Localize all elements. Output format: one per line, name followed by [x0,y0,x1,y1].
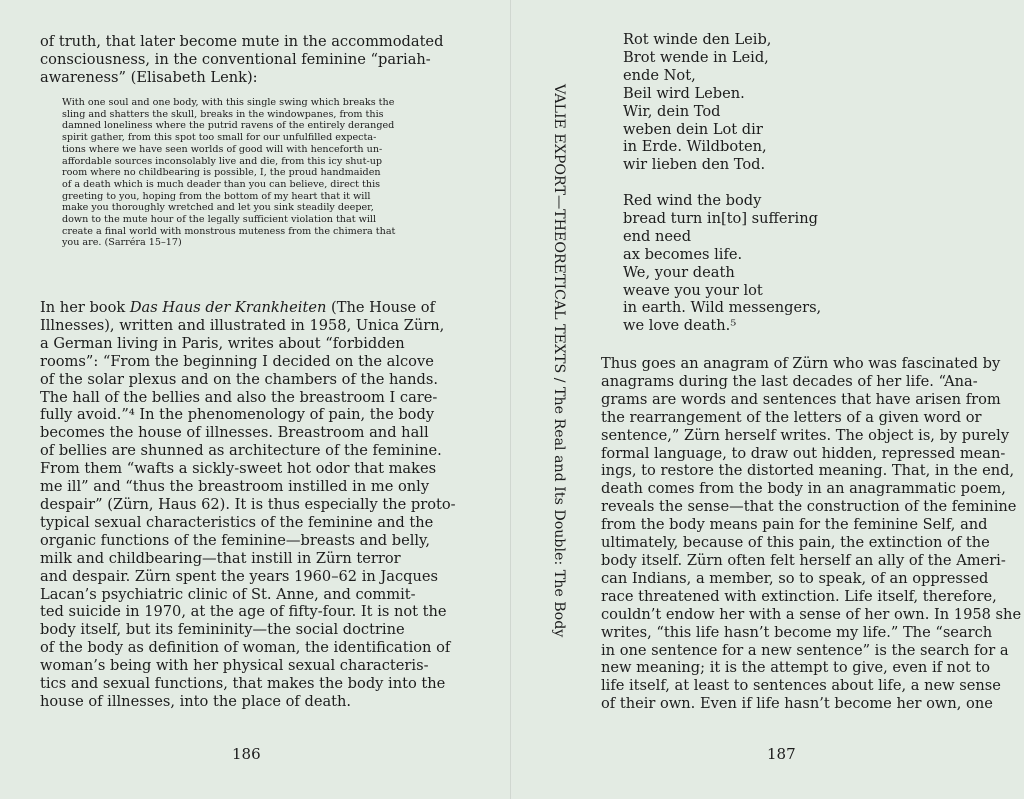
text-line: of the solar plexus and on the chambers of the hands. [40,370,439,388]
text-line: death comes from the body in an anagrammatic poem, [601,480,1006,498]
text-line: and despair. Zürn spent the years 1960–62 in Jacques [40,567,438,585]
text-line: The hall of the bellies and also the breastroom I care- [40,388,438,406]
poem-line: Wir, dein Tod [623,102,721,120]
text-line: house of illnesses, into the place of death. [40,692,352,710]
quote-line: affordable sources inconsolably live and die, from this icy shut-up [62,155,383,167]
quote-line: make you thoroughly wretched and let you sink steadily deeper, [62,202,374,214]
quote-line: of a death which is much deader than you can believe, direct this [62,178,381,190]
text-line: the rearrangement of the letters of a given word or [601,408,982,426]
quote-line: tions where we have seen worlds of good will with henceforth un- [62,143,383,155]
poem-line: end need [623,227,692,245]
book-title: Das Haus der Krankheiten [129,299,327,316]
quote-line: greeting to you, hoping from the bottom of my heart that it will [62,190,371,202]
poem-english [623,192,821,335]
poem-line: weben dein Lot dir [623,120,763,138]
running-head: VALIE EXPORT—THEORETICAL TEXTS / The Real and Its Double: The Body [551,84,567,638]
text-line: tics and sexual functions, that makes the body into the [40,675,446,693]
text-line: couldn’t endow her with a sense of her own. In 1958 she [601,605,1022,623]
text-line: grams are words and sentences that have arisen from [601,390,1001,408]
text-line: of their own. Even if life hasn’t become her own, one [601,695,993,713]
text-line: body itself. Zürn often felt herself an ally of the Ameri- [601,551,1006,569]
poem-line: Red wind the body [623,192,762,209]
poem-line: Rot winde den Leib, [623,31,772,48]
text-line: Illnesses), written and illustrated in 1958, Unica Zürn, [40,316,445,334]
text-line: In her book Das Haus der Krankheiten (The House of [40,299,435,316]
poem-line: ende Not, [623,66,696,84]
text-line: despair” (Zürn, Haus 62). It is thus especially the proto- [40,495,456,513]
poem-line: ax becomes life. [623,245,743,263]
poem-line: in Erde. Wildboten, [623,138,767,156]
poem-line: Beil wird Leben. [623,84,745,102]
body-paragraph [601,355,1021,713]
text-line: of truth, that later become mute in the accommodated [40,33,444,50]
text-line: anagrams during the last decades of her life. “Ana- [601,372,978,390]
text-line: body itself, but its femininity—the social doctrine [40,621,405,639]
poem-line: We, your death [623,263,735,281]
text-line: race threatened with extinction. Life itself, therefore, [601,587,997,605]
text-line: milk and childbearing—that instill in Zürn terror [40,549,401,567]
quote-line: sling and shatters the skull, breaks in the windowpanes, from this [62,108,384,120]
text-line: reveals the sense—that the construction of the feminine [601,498,1017,516]
text-line: organic functions of the feminine—breasts and belly, [40,531,430,549]
block-quote [62,97,395,249]
right-page [513,0,1024,799]
left-page [0,0,510,799]
quote-line: With one soul and one body, with this single swing which breaks the [62,97,395,108]
text-line: ings, to restore the distorted meaning. That, in the end, [601,462,1015,480]
text-line: ted suicide in 1970, at the age of fifty-four. It is not the [40,603,447,621]
text-line: of the body as definition of woman, the identification of [40,639,451,657]
body-paragraph [40,299,456,711]
text-line: fully avoid.”⁴ In the phenomenology of pain, the body [40,406,435,424]
text-line: in one sentence for a new sentence” is the search for a [601,641,1009,659]
quote-line: spirit gather, from this spot too small for our unfulfilled expecta- [62,132,377,144]
poem-line: bread turn in[to] suffering [623,209,818,227]
poem-line: weave you your lot [623,281,763,299]
page-number-left: 186 [232,745,261,763]
text-line: of bellies are shunned as architecture of the feminine. [40,442,442,460]
text-line: me ill” and “thus the breastroom instilled in me only [40,478,430,496]
quote-line: down to the mute hour of the legally sufficient violation that will [62,214,377,226]
text-line: can Indians, a member, so to speak, of an oppressed [601,569,989,587]
text-line: Lacan’s psychiatric clinic of St. Anne, and commit- [40,585,416,603]
text-line: new meaning; it is the attempt to give, even if not to [601,659,991,677]
text-line: From them “wafts a sickly-sweet hot odor that makes [40,460,437,478]
text-line: life itself, at least to sentences about life, a new sense [601,677,1001,695]
book-gutter [510,0,512,799]
quote-line: room where no childbearing is possible, I, the proud handmaiden [62,167,381,179]
poem-line: we love death.⁵ [623,317,737,335]
text-line: a German living in Paris, writes about “forbidden [40,334,405,352]
text-line: awareness” (Elisabeth Lenk): [40,68,258,86]
text-line: sentence,” Zürn herself writes. The object is, by purely [601,426,1010,444]
text-line: woman’s being with her physical sexual characteris- [40,657,429,675]
text-line: consciousness, in the conventional feminine “pariah- [40,50,431,68]
text-line: becomes the house of illnesses. Breastroom and hall [40,424,429,442]
text-line: Thus goes an anagram of Zürn who was fascinated by [601,355,1001,372]
page-number-right: 187 [767,745,796,763]
quote-line: damned loneliness where the putrid ravens of the entirely deranged [62,120,395,132]
text-line: formal language, to draw out hidden, repressed mean- [601,444,1006,462]
text-line: typical sexual characteristics of the feminine and the [40,513,434,531]
text-line: from the body means pain for the feminine Self, and [601,516,988,534]
poem-german [623,31,771,174]
poem-line: Brot wende in Leid, [623,48,769,66]
text-line: ultimately, because of this pain, the extinction of the [601,534,990,552]
text-line: writes, “this life hasn’t become my life.” The “search [601,623,993,641]
poem-line: wir lieben den Tod. [623,156,766,174]
quote-line: you are. (Sarréra 15–17) [62,237,182,249]
quote-line: create a final world with monstrous muteness from the chimera that [62,225,396,237]
poem-line: in earth. Wild messengers, [623,299,822,317]
intro-paragraph [40,33,443,87]
text-line: rooms”: “From the beginning I decided on the alcove [40,352,434,370]
